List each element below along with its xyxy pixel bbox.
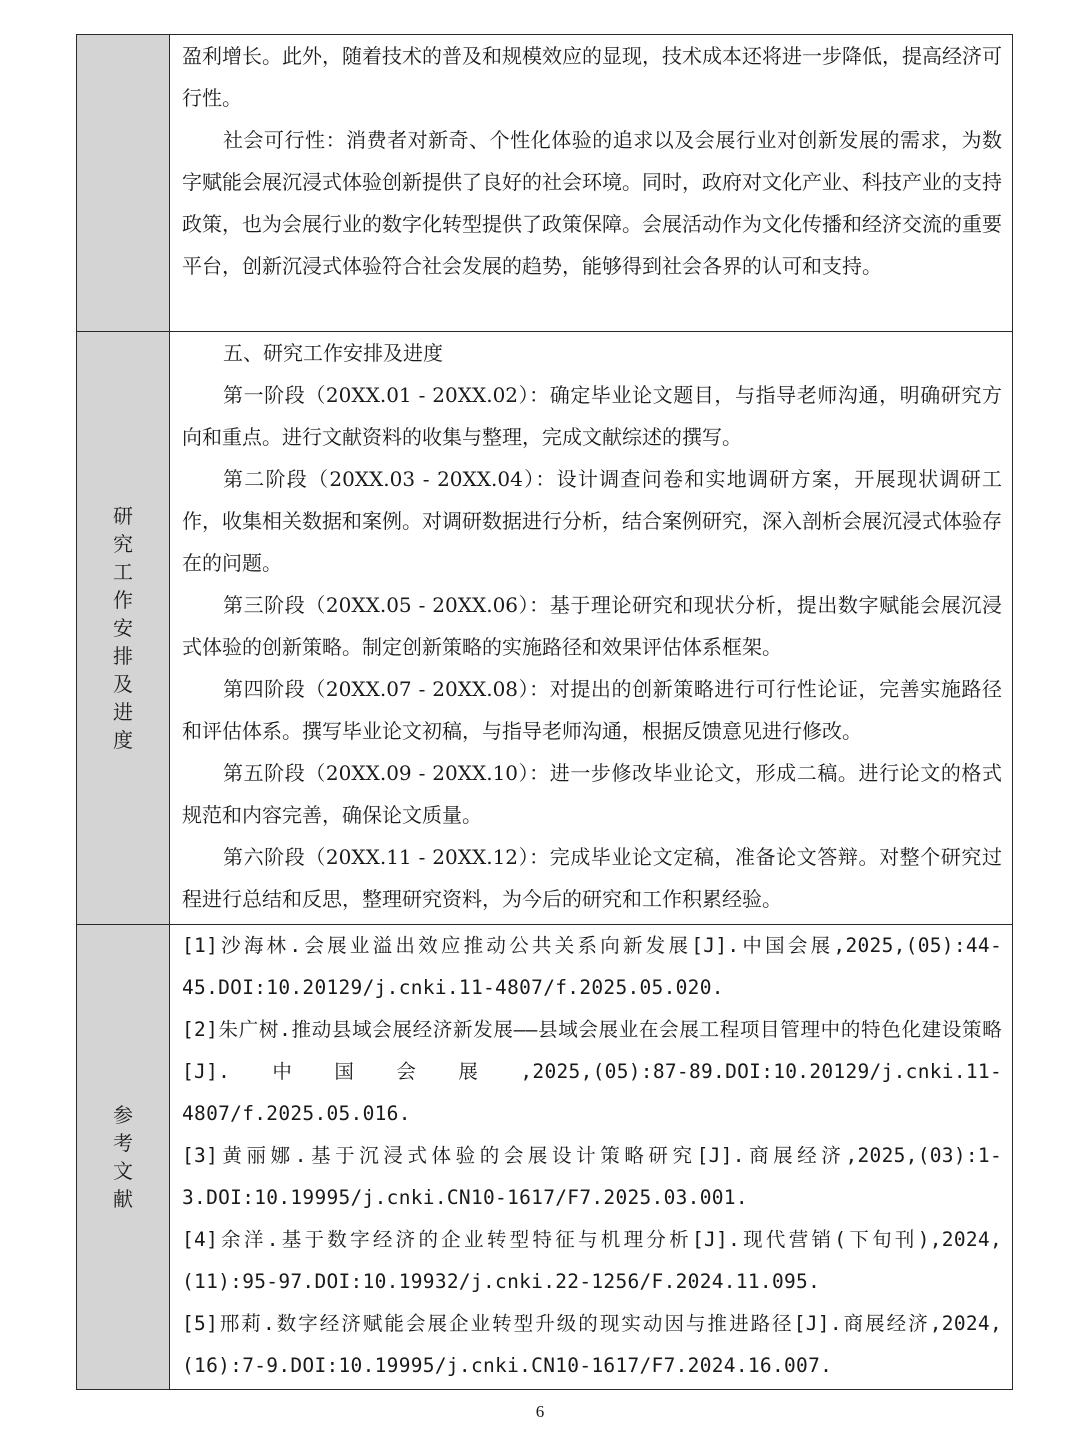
proposal-table [76, 34, 1013, 1390]
references-content [170, 925, 1013, 1390]
stage-5: 第五阶段（20XX.09 - 20XX.10）：进一步修改毕业论文，形成二稿。进行论文的格式规范和内容完善，确保论文质量。 [182, 761, 1002, 827]
stage-6: 第六阶段（20XX.11 - 20XX.12）：完成毕业论文定稿，准备论文答辩。对整个研究过程进行总结和反思，整理研究资料，为今后的研究和工作积累经验。 [182, 845, 1002, 911]
stage-2: 第二阶段（20XX.03 - 20XX.04）：设计调查问卷和实地调研方案，开展现状调研工作，收集相关数据和案例。对调研数据进行分析，结合案例研究，深入剖析会展沉浸式体验存在的问题。 [182, 467, 1002, 575]
schedule-label: 研究工作安排及进度 [113, 504, 133, 752]
reference-item-5: [5]邢莉.数字经济赋能会展企业转型升级的现实动因与推进路径[J].商展经济,2024,(16):7-9.DOI:10.19995/j.cnki.CN10-1617/F7.2024.16.007. [182, 1312, 1002, 1377]
schedule-content [170, 332, 1013, 925]
references-label-cell [77, 925, 170, 1390]
social-feasibility-paragraph: 社会可行性：消费者对新奇、个性化体验的追求以及会展行业对创新发展的需求，为数字赋能会展沉浸式体验创新提供了良好的社会环境。同时，政府对文化产业、科技产业的支持政策，也为会展行业的数字化转型提供了政策保障。会展活动作为文化传播和经济交流的重要平台，创新沉浸式体验符合社会发展的趋势，能够得到社会各界的认可和支持。 [182, 128, 1002, 278]
page-number: 6 [535, 1402, 545, 1421]
stage-1: 第一阶段（20XX.01 - 20XX.02）：确定毕业论文题目，与指导老师沟通，明确研究方向和重点。进行文献资料的收集与整理，完成文献综述的撰写。 [182, 383, 1002, 449]
schedule-row [77, 332, 1013, 925]
reference-item-1: [1]沙海林.会展业溢出效应推动公共关系向新发展[J].中国会展,2025,(05):44-45.DOI:10.20129/j.cnki.11-4807/f.2025.05.020. [182, 934, 1002, 999]
reference-item-3: [3]黄丽娜.基于沉浸式体验的会展设计策略研究[J].商展经济,2025,(03):1-3.DOI:10.19995/j.cnki.CN10-1617/F7.2025.03.001. [182, 1144, 1002, 1209]
reference-item-4: [4]余洋.基于数字经济的企业转型特征与机理分析[J].现代营销(下旬刊),2024,(11):95-97.DOI:10.19932/j.cnki.22-1256/F.2024.11.095. [182, 1228, 1002, 1293]
reference-item-2: [2]朱广树.推动县域会展经济新发展——县域会展业在会展工程项目管理中的特色化建设策略[J].中国会展,2025,(05):87-89.DOI:10.20129/j.cnki.11-4807/f.2025.05.016. [182, 1018, 1002, 1125]
economic-feasibility-paragraph: 盈利增长。此外，随着技术的普及和规模效应的显现，技术成本还将进一步降低，提高经济可行性。 [182, 44, 1002, 110]
schedule-heading: 五、研究工作安排及进度 [223, 341, 443, 365]
schedule-label-cell [77, 332, 170, 925]
feasibility-content [170, 35, 1013, 332]
feasibility-row [77, 35, 1013, 332]
references-row [77, 925, 1013, 1390]
stage-3: 第三阶段（20XX.05 - 20XX.06）：基于理论研究和现状分析，提出数字赋能会展沉浸式体验的创新策略。制定创新策略的实施路径和效果评估体系框架。 [182, 593, 1002, 659]
stage-4: 第四阶段（20XX.07 - 20XX.08）：对提出的创新策略进行可行性论证，完善实施路径和评估体系。撰写毕业论文初稿，与指导老师沟通，根据反馈意见进行修改。 [182, 677, 1002, 743]
references-label: 参考文献 [113, 1103, 133, 1211]
feasibility-label-cell [77, 35, 170, 332]
